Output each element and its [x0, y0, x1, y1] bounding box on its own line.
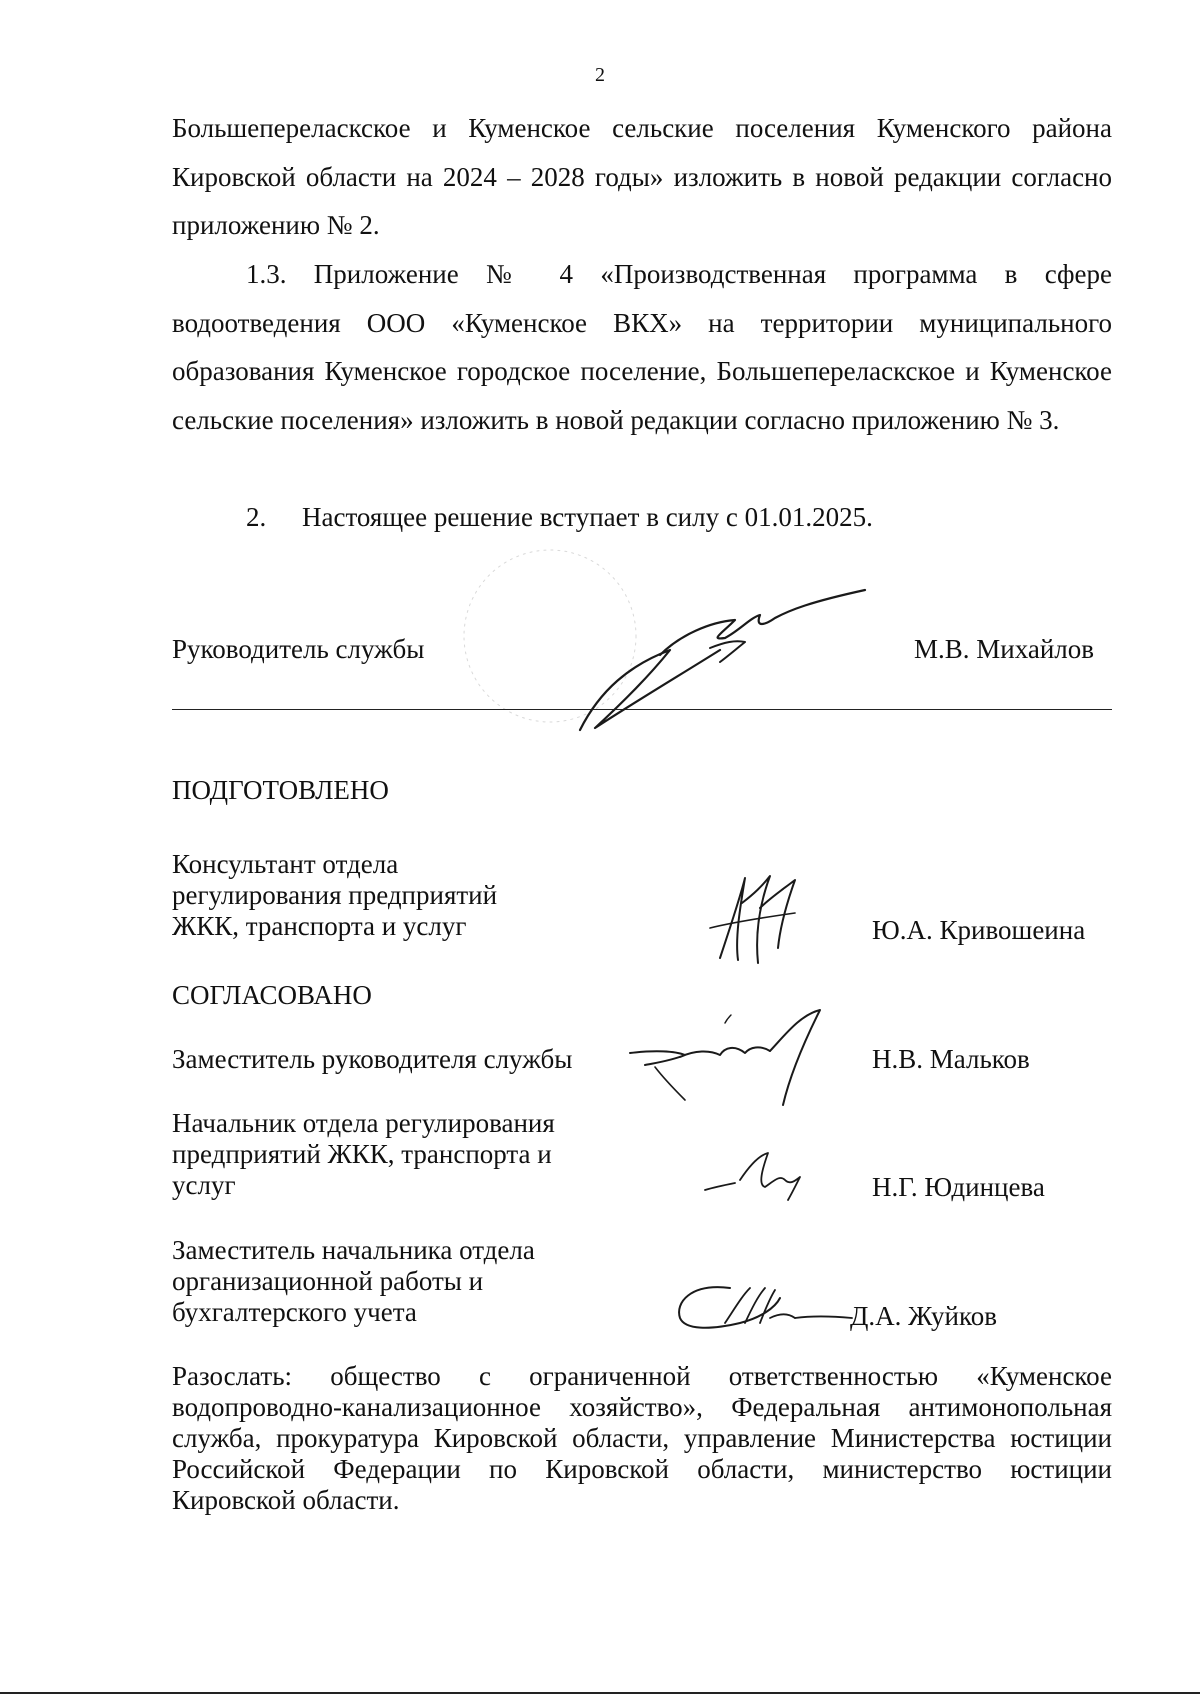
prepared-signature	[700, 868, 810, 968]
page-number: 2	[595, 64, 605, 86]
agreed-heading: СОГЛАСОВАНО	[172, 980, 372, 1010]
prepared-name: Ю.А. Кривошеина	[872, 915, 1086, 945]
head-signature	[560, 580, 880, 740]
body-paragraph-2-number: 2.	[246, 502, 267, 532]
page-bottom-line	[0, 1692, 1200, 1694]
agreed-signer-3-position: Заместитель начальника отдела организационной работы и бухгалтерского учета	[172, 1235, 535, 1327]
agreed-signer-3-signature	[670, 1268, 870, 1348]
body-paragraph-1-3: 1.3. Приложение № 4 «Производственная программа в сфере водоотведения ООО «Куменское ВКХ» на территории муниципального образования Куменское городское поселение, Большепереласкское и Куменское сельские поселения» изложить в новой редакции согласно приложению № 3.	[172, 259, 1112, 435]
distribution-list: Разослать: общество с ограниченной ответственностью «Куменское водопроводно-канализационное хозяйство», Федеральная антимонопольная служба, прокуратура Кировской области, управление Министерства юстиции Российской Федерации по Кировской области, министерство юстиции Кировской области.	[172, 1361, 1112, 1515]
prepared-heading: ПОДГОТОВЛЕНО	[172, 775, 389, 805]
agreed-signer-1-position: Заместитель руководителя службы	[172, 1044, 573, 1074]
agreed-signer-2-position: Начальник отдела регулирования предприятий ЖКК, транспорта и услуг	[172, 1108, 555, 1200]
agreed-signer-2-signature	[700, 1145, 810, 1205]
body-paragraph-2-text: Настоящее решение вступает в силу с 01.01.2025.	[302, 502, 873, 532]
agreed-signer-2-name: Н.Г. Юдинцева	[872, 1172, 1045, 1202]
head-name: М.В. Михайлов	[914, 634, 1095, 664]
prepared-position: Консультант отдела регулирования предприятий ЖКК, транспорта и услуг	[172, 849, 498, 941]
agreed-signer-1-name: Н.В. Мальков	[872, 1044, 1030, 1074]
body-paragraph-1: Большепереласкское и Куменское сельские поселения Куменского района Кировской области на 2024 – 2028 годы» изложить в новой редакции согласно приложению № 2.	[172, 113, 1112, 240]
agreed-signer-1-signature	[625, 1005, 855, 1115]
head-title: Руководитель службы	[172, 634, 425, 664]
agreed-signer-3-name: Д.А. Жуйков	[850, 1301, 997, 1331]
